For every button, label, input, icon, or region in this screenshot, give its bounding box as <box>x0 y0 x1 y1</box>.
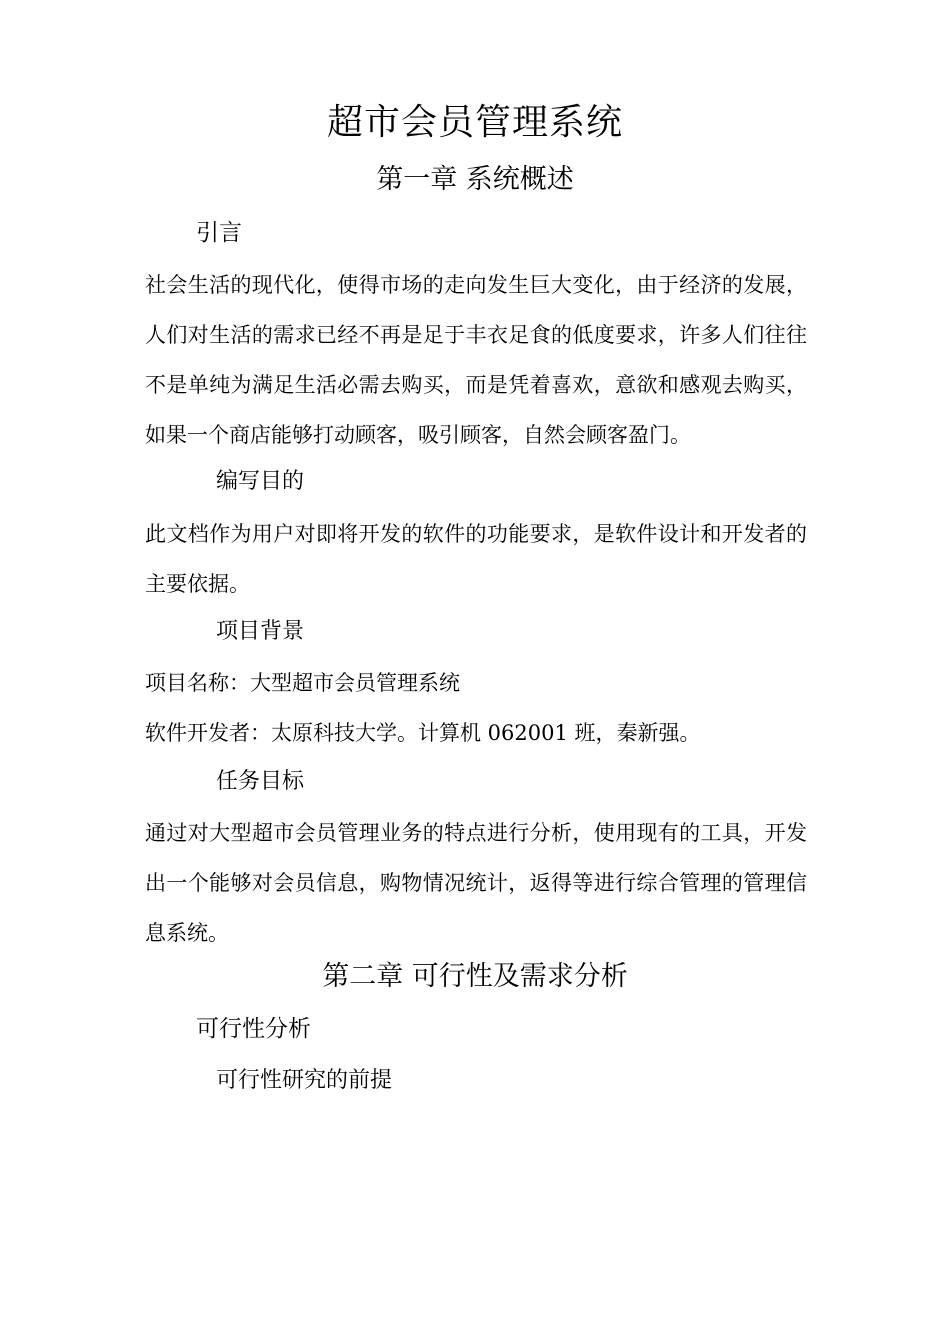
developer-line: 软件开发者：太原科技大学。计算机 062001 班，秦新强。 <box>145 721 701 745</box>
chapter-1-heading: 第一章 系统概述 <box>376 164 574 195</box>
document-title: 超市会员管理系统 <box>326 102 623 143</box>
chapter-2-heading: 第二章 可行性及需求分析 <box>322 961 628 992</box>
purpose-heading: 编写目的 <box>216 469 305 494</box>
purpose-paragraph: 此文档作为用户对即将开发的软件的功能要求，是软件设计和开发者的主要依据。 <box>145 522 807 596</box>
feasibility-heading: 可行性分析 <box>196 1016 311 1042</box>
project-name-line: 项目名称：大型超市会员管理系统 <box>145 671 460 695</box>
intro-heading: 引言 <box>196 220 242 246</box>
background-heading: 项目背景 <box>216 619 305 644</box>
goal-heading: 任务目标 <box>216 769 305 794</box>
premise-heading: 可行性研究的前提 <box>216 1068 393 1093</box>
goal-paragraph: 通过对大型超市会员管理业务的特点进行分析，使用现有的工具，开发出一个能够对会员信息，购物情况统计，返得等进行综合管理的管理信息系统。 <box>145 821 807 945</box>
intro-paragraph: 社会生活的现代化，使得市场的走向发生巨大变化，由于经济的发展，人们对生活的需求已经不再是足于丰衣足食的低度要求，许多人们往往不是单纯为满足生活必需去购买，而是凭着喜欢，意欲和感观去购买，如果一个商店能够打动顾客，吸引顾客，自然会顾客盈门。 <box>145 273 807 447</box>
